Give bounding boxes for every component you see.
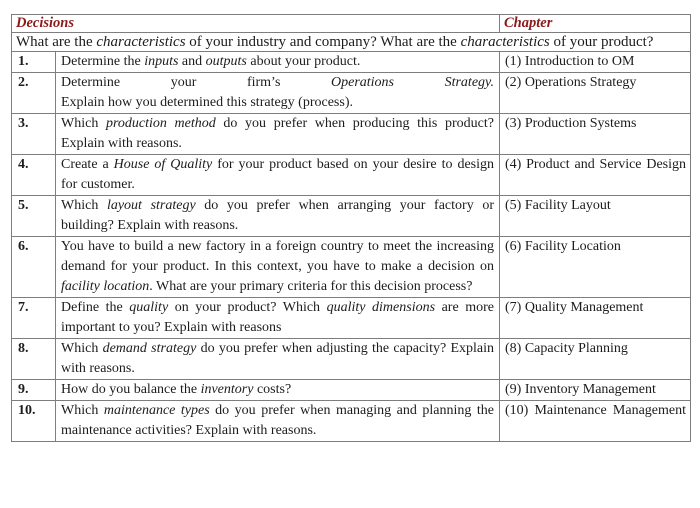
table-row xyxy=(12,73,691,114)
question-cell: How do you balance the inventory costs? xyxy=(56,380,500,401)
table-row xyxy=(12,237,691,298)
question-cell: Create a House of Quality for your product based on your desire to design for customer. xyxy=(56,155,500,196)
question-cell: Determine your firm’s Operations Strategy. Explain how you determined this strategy (process). xyxy=(56,73,500,114)
question-cell: Which maintenance types do you prefer when managing and planning the maintenance activities? Explain with reasons. xyxy=(56,401,500,442)
chapter-cell: (10) Maintenance Management xyxy=(500,401,691,442)
question-cell: Define the quality on your product? Which quality dimensions are more important to you? Explain with reasons xyxy=(56,298,500,339)
row-number: 10. xyxy=(12,401,56,442)
row-number: 6. xyxy=(12,237,56,298)
chapter-cell: (3) Production Systems xyxy=(500,114,691,155)
chapter-cell: (7) Quality Management xyxy=(500,298,691,339)
table-row xyxy=(12,401,691,442)
chapter-cell: (4) Product and Service Design xyxy=(500,155,691,196)
table-row xyxy=(12,380,691,401)
table-row xyxy=(12,114,691,155)
chapter-cell: (2) Operations Strategy xyxy=(500,73,691,114)
row-number: 3. xyxy=(12,114,56,155)
question-cell: Determine the inputs and outputs about your product. xyxy=(56,52,500,73)
intro-row xyxy=(12,33,691,52)
chapter-cell: (8) Capacity Planning xyxy=(500,339,691,380)
header-row xyxy=(12,15,691,33)
row-number: 1. xyxy=(12,52,56,73)
row-number: 2. xyxy=(12,73,56,114)
decisions-table xyxy=(11,14,691,442)
decisions-header: Decisions xyxy=(12,15,500,33)
intro-question: What are the characteristics of your industry and company? What are the characteristics of your product? xyxy=(12,33,691,52)
question-cell: Which layout strategy do you prefer when arranging your factory or building? Explain with reasons. xyxy=(56,196,500,237)
chapter-cell: (1) Introduction to OM xyxy=(500,52,691,73)
table-row xyxy=(12,196,691,237)
chapter-cell: (9) Inventory Management xyxy=(500,380,691,401)
row-number: 4. xyxy=(12,155,56,196)
row-number: 9. xyxy=(12,380,56,401)
chapter-cell: (6) Facility Location xyxy=(500,237,691,298)
question-cell: Which demand strategy do you prefer when adjusting the capacity? Explain with reasons. xyxy=(56,339,500,380)
table-row xyxy=(12,298,691,339)
question-cell: You have to build a new factory in a foreign country to meet the increasing demand for your product. In this context, you have to make a decision on facility location. What are your primary criteria for this decision process? xyxy=(56,237,500,298)
table-row xyxy=(12,339,691,380)
question-cell: Which production method do you prefer when producing this product? Explain with reasons. xyxy=(56,114,500,155)
table-row xyxy=(12,52,691,73)
table-row xyxy=(12,155,691,196)
row-number: 8. xyxy=(12,339,56,380)
chapter-cell: (5) Facility Layout xyxy=(500,196,691,237)
row-number: 5. xyxy=(12,196,56,237)
row-number: 7. xyxy=(12,298,56,339)
chapter-header: Chapter xyxy=(500,15,691,33)
